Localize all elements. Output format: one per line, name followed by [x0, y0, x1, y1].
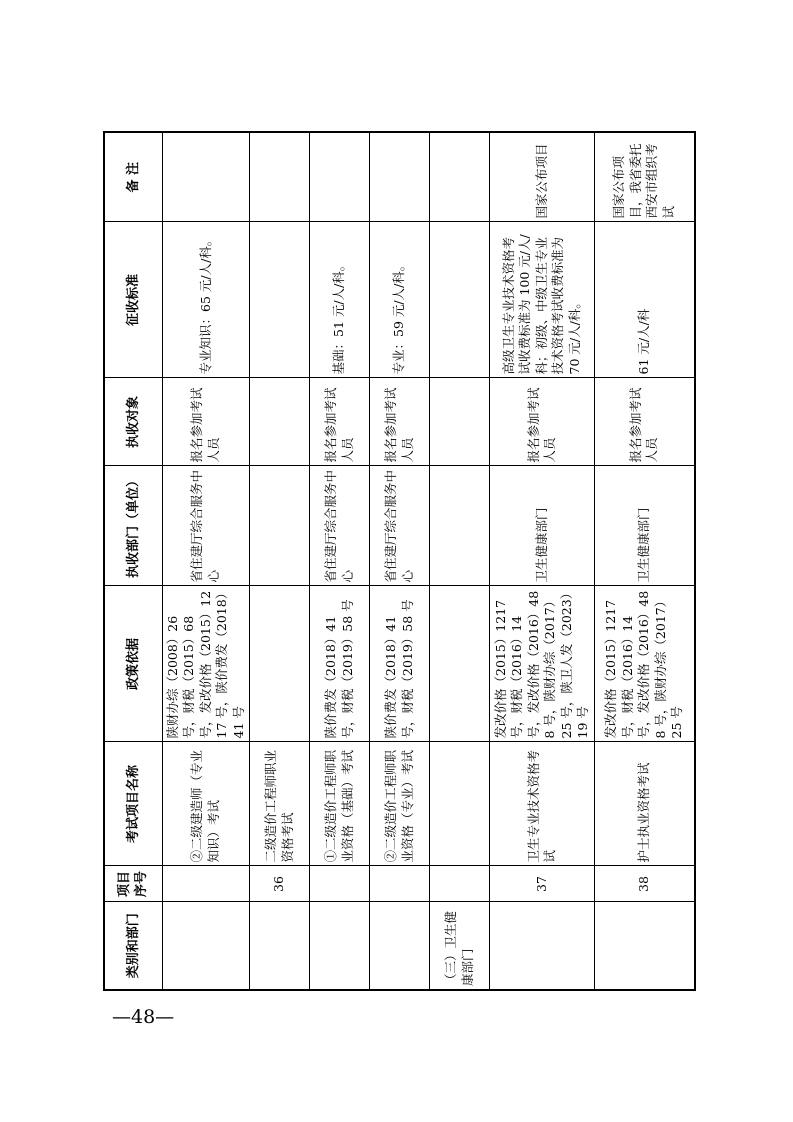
cell-remark: 国家公布项目	[490, 132, 595, 222]
cell-name: 护士执业资格考试	[595, 742, 695, 866]
cell-name	[430, 742, 490, 866]
page-number: —48—	[112, 1006, 175, 1028]
cell-dept: 卫生健康部门	[595, 466, 695, 586]
table-header-row	[104, 132, 162, 990]
cell-remark	[310, 132, 370, 222]
header-dept: 执收部门（单位）	[104, 466, 162, 586]
cell-target	[250, 378, 310, 466]
header-standard: 征收标准	[104, 222, 162, 378]
cell-dept	[430, 466, 490, 586]
cell-seq	[430, 866, 490, 902]
cell-target: 报名参加考试人员	[370, 378, 430, 466]
cell-standard	[430, 222, 490, 378]
cell-category	[595, 902, 695, 990]
cell-dept: 省住建厅综合服务中心	[162, 466, 250, 586]
cell-policy	[430, 586, 490, 742]
table-row	[370, 132, 430, 990]
cell-remark: 国家公布项目，我省委托西安市组织考试	[595, 132, 695, 222]
cell-dept	[250, 466, 310, 586]
cell-standard: 高级卫生专业技术资格考试收费标准为 100 元/人/科；初级、中级卫生专业技术资格考试收费标准为 70 元/人/科。	[490, 222, 595, 378]
cell-name: 卫生专业技术资格考试	[490, 742, 595, 866]
header-seq: 项目序号	[104, 866, 162, 902]
cell-policy	[250, 586, 310, 742]
cell-policy: 发改价格（2015）1217 号，财税（2016）14 号，发改价格（2016）488 号，陕财办综（2017）25 号	[595, 586, 695, 742]
table-row	[250, 132, 310, 990]
cell-remark	[430, 132, 490, 222]
cell-standard	[250, 222, 310, 378]
cell-seq: 38	[595, 866, 695, 902]
cell-seq	[162, 866, 250, 902]
header-policy: 政策依据	[104, 586, 162, 742]
cell-dept: 省住建厅综合服务中心	[310, 466, 370, 586]
cell-standard: 基础：51 元/人/科。	[310, 222, 370, 378]
cell-target	[430, 378, 490, 466]
cell-name: ②二级造价工程师职业资格（专业）考试	[370, 742, 430, 866]
header-name: 考试项目名称	[104, 742, 162, 866]
table-row	[162, 132, 250, 990]
cell-dept: 卫生健康部门	[490, 466, 595, 586]
cell-name: 二级造价工程师职业资格考试	[250, 742, 310, 866]
cell-policy: 陕价费发（2018）41 号，财税（2019）58 号	[370, 586, 430, 742]
cell-target: 报名参加考试人员	[490, 378, 595, 466]
table-row	[595, 132, 695, 990]
cell-category	[490, 902, 595, 990]
cell-target: 报名参加考试人员	[162, 378, 250, 466]
cell-standard: 专业知识：65 元/人/科。	[162, 222, 250, 378]
header-remark: 备 注	[104, 132, 162, 222]
exam-fee-table	[103, 131, 696, 991]
cell-remark	[370, 132, 430, 222]
table-row	[430, 132, 490, 990]
cell-dept: 省住建厅综合服务中心	[370, 466, 430, 586]
cell-standard: 专业：59 元/人/科。	[370, 222, 430, 378]
cell-target: 报名参加考试人员	[310, 378, 370, 466]
cell-policy: 陕财办综（2008）26 号，财税（2015）68 号，发改价格（2015）1217 号，陕价费发（2018）41 号	[162, 586, 250, 742]
cell-name: ①二级造价工程师职业资格（基础）考试	[310, 742, 370, 866]
cell-policy: 发改价格（2015）1217 号，财税（2016）14 号，发改价格（2016）488 号，陕财办综（2017）25 号，陕卫人发（2023）19 号	[490, 586, 595, 742]
cell-remark	[162, 132, 250, 222]
cell-name: ②二级建造师（专业知识）考试	[162, 742, 250, 866]
cell-standard: 61 元/人/科	[595, 222, 695, 378]
cell-seq	[310, 866, 370, 902]
cell-category	[310, 902, 370, 990]
table-container	[103, 133, 688, 991]
cell-seq	[370, 866, 430, 902]
rotated-fee-table	[103, 133, 688, 991]
cell-remark	[250, 132, 310, 222]
cell-target: 报名参加考试人员	[595, 378, 695, 466]
cell-category	[250, 902, 310, 990]
cell-seq: 37	[490, 866, 595, 902]
table-row	[310, 132, 370, 990]
cell-category: （三）卫生健康部门	[430, 902, 490, 990]
header-category: 类别和部门	[104, 902, 162, 990]
cell-category	[370, 902, 430, 990]
header-target: 执收对象	[104, 378, 162, 466]
cell-seq: 36	[250, 866, 310, 902]
table-row	[490, 132, 595, 990]
cell-policy: 陕价费发（2018）41 号，财税（2019）58 号	[310, 586, 370, 742]
cell-category	[162, 902, 250, 990]
